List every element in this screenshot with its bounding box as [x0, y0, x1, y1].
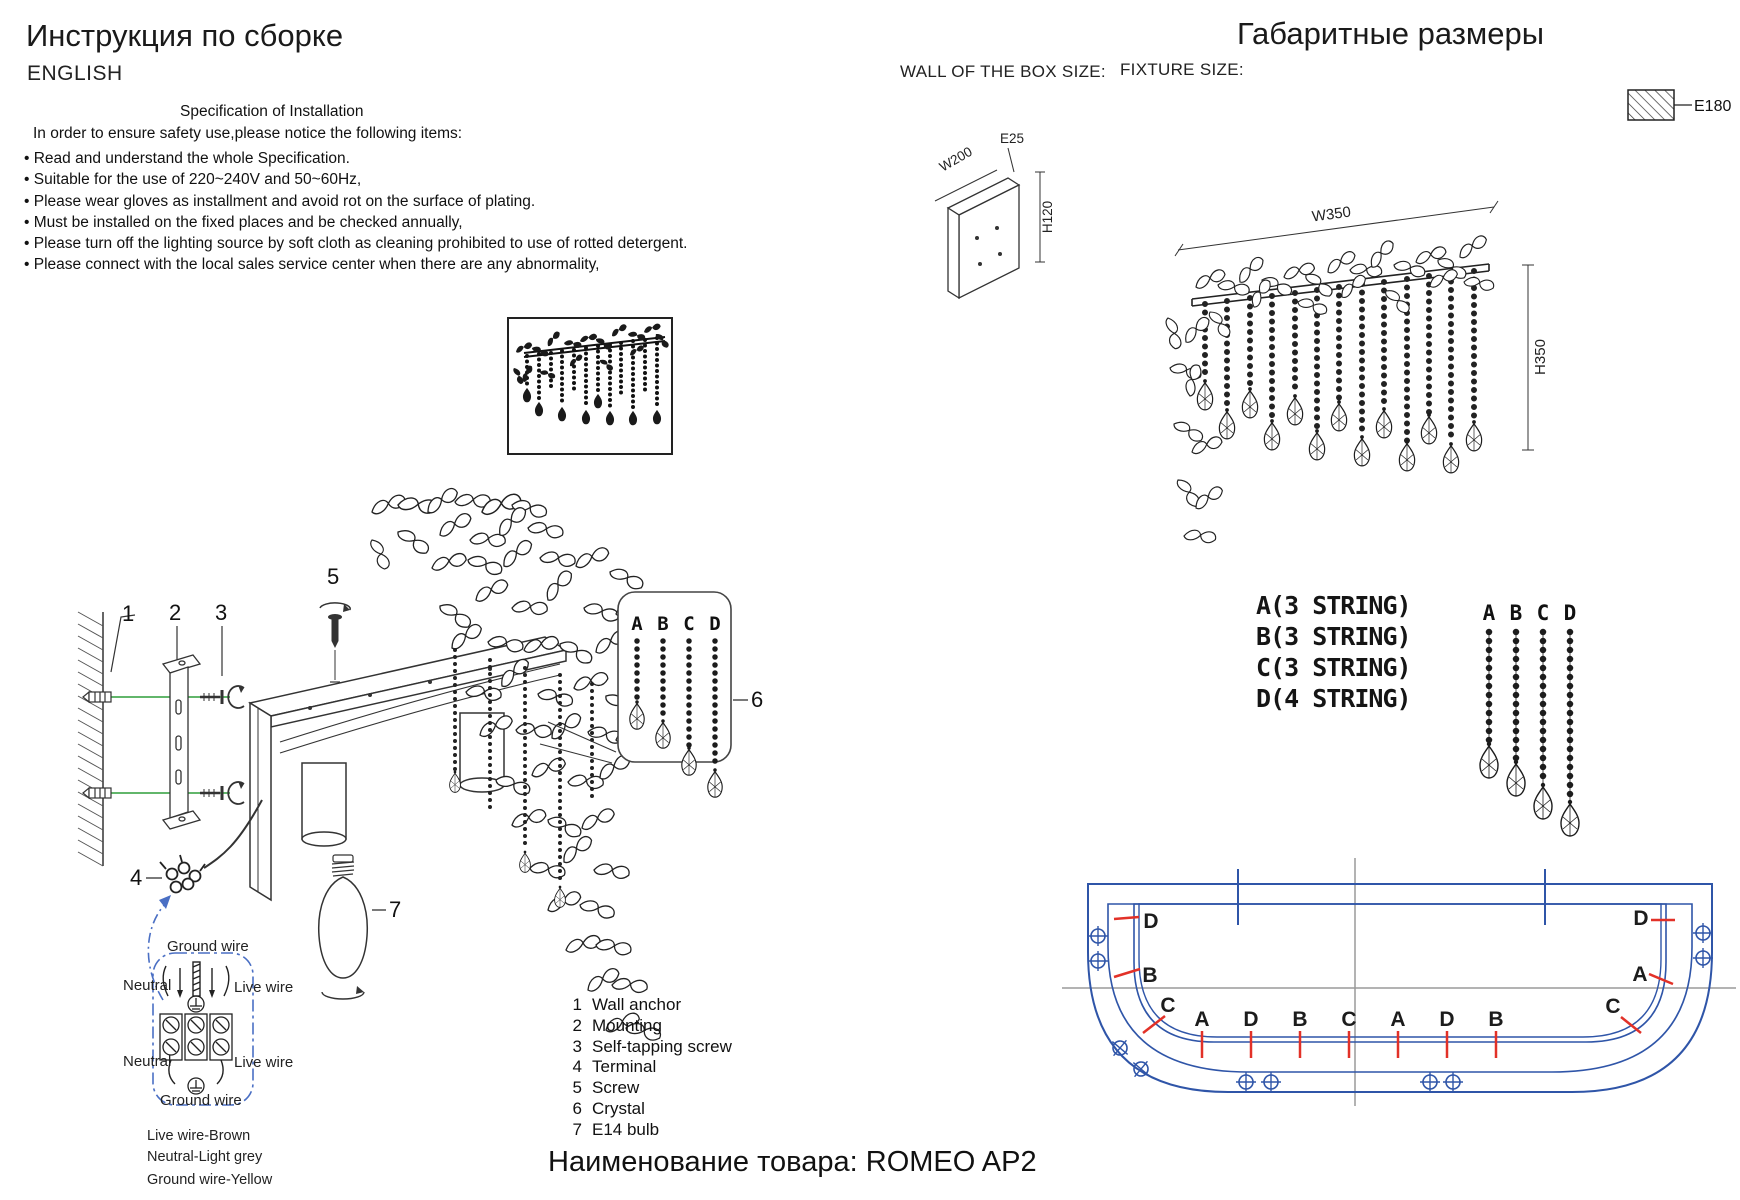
page-title: Инструкция по сборке	[26, 18, 344, 53]
neutral-top-label: Neutral	[123, 977, 172, 994]
wire-color-notes	[147, 1126, 272, 1191]
string-spec-line: C(3 STRING)	[1256, 653, 1411, 682]
callout-5: 5	[327, 564, 340, 589]
callout-4: 4	[130, 865, 143, 890]
spec-bullet: • Must be installed on the fixed places and be checked annually,	[24, 212, 687, 233]
self-tapping-screw-icon	[200, 690, 222, 800]
part-row	[566, 1016, 732, 1037]
col-d-label: D	[1563, 601, 1577, 625]
part-row	[566, 1078, 732, 1099]
neutral-bottom-label: Neutral	[123, 1053, 172, 1070]
part-name: Screw	[592, 1078, 640, 1098]
fixture-size-label: FIXTURE SIZE:	[1120, 60, 1244, 79]
part-name: Wall anchor	[592, 995, 682, 1014]
w350-label: W350	[1310, 203, 1352, 226]
wall-hatch	[78, 612, 103, 866]
part-num: 7	[572, 1119, 582, 1139]
mounting-bracket	[163, 655, 200, 829]
part-num: 3	[572, 1036, 582, 1056]
fixture-diagram	[1140, 180, 1610, 570]
string-spec-line: A(3 STRING)	[1256, 591, 1411, 620]
part-row	[566, 1120, 732, 1141]
part-row	[566, 1037, 732, 1058]
ground-wire-top-label: Ground wire	[167, 938, 249, 955]
spec-bullets	[24, 148, 687, 276]
h120-label: H120	[1040, 200, 1055, 234]
ground-wire-color: Ground wire-Yellow	[147, 1172, 273, 1188]
col-c-label: C	[1536, 601, 1550, 625]
dimensions-title: Габаритные размеры	[1237, 16, 1545, 51]
part-num: 5	[572, 1078, 582, 1098]
col-a-label: A	[1482, 601, 1496, 625]
pos-bottom-4: C	[1341, 1008, 1357, 1031]
top-view-diagram	[1050, 845, 1740, 1120]
spec-bullet: • Please wear gloves as installment and avoid rot on the surface of plating.	[24, 191, 687, 212]
live-top-label: Live wire	[234, 979, 294, 996]
product-name: Наименование товара: ROMEO AP2	[548, 1146, 1037, 1178]
spec-bullet: • Read and understand the whole Specification.	[24, 148, 687, 169]
pos-left-d: D	[1143, 910, 1159, 933]
part-name: Crystal	[592, 1098, 645, 1118]
string-spec-line: B(3 STRING)	[1256, 622, 1411, 651]
w200-label: W200	[936, 143, 975, 175]
col-b-label: B	[1509, 601, 1523, 625]
part-name: Self-tapping screw	[592, 1036, 732, 1056]
fixture-drops	[1197, 379, 1481, 473]
ground-wire-bottom-label: Ground wire	[160, 1092, 242, 1109]
rotate-arrow-icon	[228, 685, 244, 804]
part-num: 6	[572, 1098, 582, 1118]
spec-bullet: • Please turn off the lighting source by soft cloth as cleaning prohibited to use of rotted detergent.	[24, 233, 687, 254]
e180-label: E180	[1694, 98, 1732, 115]
callout-3: 3	[215, 600, 228, 625]
live-wire-color: Live wire-Brown	[147, 1128, 251, 1144]
pos-left-b: B	[1142, 964, 1158, 987]
hatch-box-icon	[1628, 90, 1674, 120]
e180-swatch	[1620, 80, 1740, 128]
pos-left-curve-c: C	[1160, 994, 1176, 1017]
string-spec-list	[1256, 590, 1411, 714]
pos-bottom-6: D	[1439, 1008, 1455, 1031]
pos-bottom-3: B	[1292, 1008, 1308, 1031]
position-letters	[1142, 907, 1648, 1031]
part-name: Terminal	[592, 1057, 657, 1077]
callout-2: 2	[169, 600, 182, 625]
terminal-icon	[160, 855, 205, 893]
panel-col-b: B	[657, 613, 669, 635]
wall-box-size-label: WALL OF THE BOX SIZE:	[900, 62, 1106, 81]
wiring-box	[153, 953, 253, 1105]
fixture-outline	[1088, 869, 1712, 1092]
string-columns-diagram	[1465, 590, 1605, 850]
part-num: 4	[572, 1057, 582, 1077]
anchor-lines	[86, 697, 230, 793]
pos-right-a: A	[1632, 963, 1648, 986]
fixture-leaves	[1165, 234, 1495, 544]
e14-bulb-icon	[319, 855, 368, 999]
language-label: ENGLISH	[27, 62, 123, 85]
e25-label: E25	[1000, 131, 1025, 146]
part-num: 2	[572, 1015, 582, 1035]
part-row	[566, 995, 732, 1016]
wall-box-diagram	[895, 115, 1075, 310]
part-name: Mounting	[592, 1015, 662, 1035]
panel-col-a: A	[631, 613, 643, 635]
spec-bullet: • Please connect with the local sales service center when there are any abnormality,	[24, 254, 687, 275]
part-name: E14 bulb	[592, 1119, 660, 1139]
pos-right-curve-c: C	[1605, 995, 1621, 1018]
pos-bottom-5: A	[1390, 1008, 1406, 1031]
screw-5-icon	[320, 603, 350, 682]
pos-bottom-2: D	[1243, 1008, 1259, 1031]
framed-photo	[505, 315, 680, 465]
fixture-body	[250, 637, 566, 900]
panel-col-d: D	[709, 613, 721, 635]
spec-bullet: • Suitable for the use of 220~240V and 50~60Hz,	[24, 169, 687, 190]
callout-7: 7	[389, 897, 402, 922]
part-row	[566, 1099, 732, 1120]
part-num: 1	[572, 995, 582, 1014]
parts-list	[566, 995, 732, 1141]
svg-defs	[0, 0, 1, 1]
wall-anchor-icon	[83, 692, 111, 798]
spec-title: Specification of Installation	[180, 103, 364, 120]
pos-right-d: D	[1633, 907, 1649, 930]
string-spec-line: D(4 STRING)	[1256, 684, 1411, 713]
callout-6: 6	[751, 687, 764, 712]
panel-col-c: C	[683, 613, 695, 635]
callout-1: 1	[122, 601, 135, 626]
h350-label: H350	[1532, 339, 1549, 375]
neutral-wire-color: Neutral-Light grey	[147, 1149, 263, 1165]
live-bottom-label: Live wire	[234, 1054, 294, 1071]
pos-bottom-7: B	[1488, 1008, 1504, 1031]
part-row	[566, 1057, 732, 1078]
spec-intro: In order to ensure safety use,please notice the following items:	[33, 125, 463, 142]
pos-bottom-1: A	[1194, 1008, 1210, 1031]
